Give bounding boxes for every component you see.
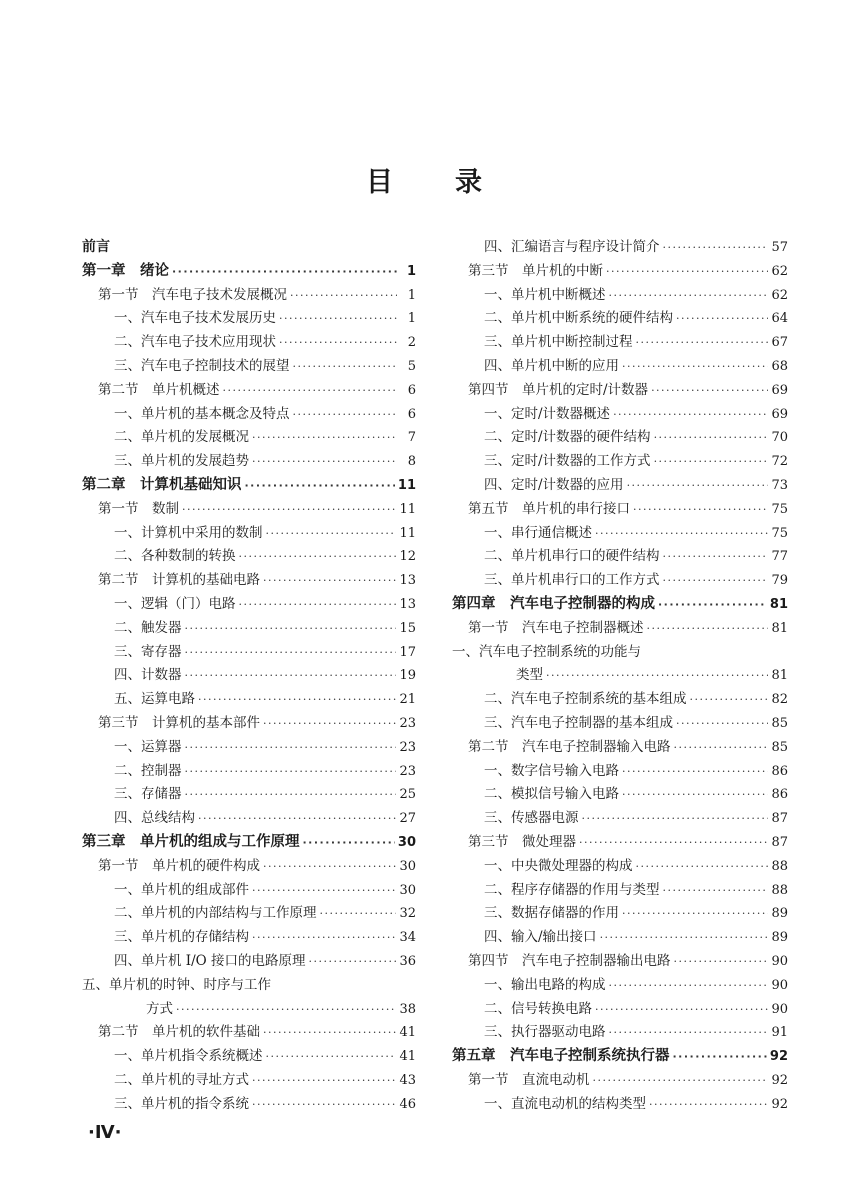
toc-leader-dots: [185, 760, 397, 784]
toc-entry-title: 三、汽车电子控制器的基本组成: [484, 714, 673, 731]
toc-entry-page: 23: [399, 715, 416, 731]
toc-entry-item[interactable]: [82, 950, 416, 974]
toc-leader-dots: [606, 260, 768, 284]
toc-entry-item[interactable]: [82, 926, 416, 950]
toc-entry-page: 30: [399, 858, 416, 874]
toc-entry-item[interactable]: [452, 926, 788, 950]
toc-entry-title: 第一节 汽车电子技术发展概况: [98, 286, 287, 303]
toc-entry-page: 6: [407, 382, 416, 398]
toc-entry-page: 34: [399, 930, 416, 946]
toc-leader-dots: [654, 450, 769, 474]
toc-leader-dots: [239, 593, 397, 617]
toc-entry-chapter[interactable]: [452, 593, 788, 617]
toc-entry-title: 类型: [516, 667, 543, 684]
toc-entry-item[interactable]: [452, 760, 788, 784]
toc-entry-title: 二、触发器: [114, 619, 182, 636]
toc-entry-title: 五、运算电路: [114, 691, 195, 708]
toc-entry-page: 86: [771, 787, 788, 803]
toc-entry-item[interactable]: [82, 641, 416, 665]
toc-leader-dots: [633, 498, 768, 522]
toc-leader-dots: [622, 902, 768, 926]
toc-leader-dots: [600, 926, 769, 950]
toc-leader-dots: [546, 664, 768, 688]
toc-leader-dots: [636, 331, 769, 355]
toc-entry-title: 第二节 计算机的基础电路: [98, 572, 260, 589]
toc-entry-title: 第一节 数制: [98, 500, 179, 517]
toc-entry-section[interactable]: [452, 950, 788, 974]
toc-entry-item[interactable]: [452, 712, 788, 736]
toc-entry-section[interactable]: [82, 498, 416, 522]
toc-entry-title: 三、传感器电源: [484, 810, 579, 827]
toc-entry-page: 92: [771, 1072, 788, 1088]
toc-entry-page: 21: [399, 692, 416, 708]
toc-entry-section[interactable]: [452, 617, 788, 641]
toc-entry-title: 第三节 微处理器: [468, 833, 576, 850]
toc-entry-page: 72: [771, 454, 788, 470]
toc-leader-dots: [263, 712, 396, 736]
toc-entry-page: 87: [771, 834, 788, 850]
toc-leader-dots: [658, 593, 767, 617]
toc-entry-item[interactable]: [452, 284, 788, 308]
toc-entry-page: 62: [771, 287, 788, 303]
toc-entry-page: 1: [406, 263, 416, 279]
toc-entry-item[interactable]: [452, 545, 788, 569]
toc-entry-cont[interactable]: [452, 664, 788, 688]
toc-entry-page: 46: [399, 1096, 416, 1112]
toc-entry-title: 第五节 单片机的串行接口: [468, 500, 630, 517]
toc-entry-title: 三、存储器: [114, 786, 182, 803]
toc-left-column: [82, 236, 416, 1116]
toc-entry-item[interactable]: [452, 1093, 788, 1117]
toc-entry-chapter[interactable]: [82, 474, 416, 498]
toc-entry-title: 第一章 绪论: [82, 262, 169, 279]
toc-leader-dots: [595, 998, 768, 1022]
toc-entry-page: 70: [771, 430, 788, 446]
toc-entry-page: 88: [771, 882, 788, 898]
toc-entry-page: 68: [771, 358, 788, 374]
toc-entry-item[interactable]: [82, 545, 416, 569]
toc-entry-item[interactable]: [82, 807, 416, 831]
toc-entry-section[interactable]: [452, 498, 788, 522]
toc-entry-page: 81: [771, 668, 788, 684]
toc-entry-title: 四、计数器: [114, 667, 182, 684]
toc-entry-title: 四、总线结构: [114, 810, 195, 827]
toc-entry-item[interactable]: [82, 760, 416, 784]
toc-entry-title: 前言: [82, 239, 110, 255]
toc-leader-dots: [627, 474, 769, 498]
toc-entry-title: 四、定时/计数器的应用: [484, 476, 624, 493]
toc-entry-page: 90: [771, 977, 788, 993]
toc-entry-page: 89: [771, 930, 788, 946]
toc-entry-chapter[interactable]: [452, 1045, 788, 1069]
toc-entry-page: 69: [771, 382, 788, 398]
toc-entry-page: 25: [399, 787, 416, 803]
toc-leader-dots: [185, 736, 397, 760]
toc-entry-section[interactable]: [452, 736, 788, 760]
toc-leader-dots: [293, 403, 398, 427]
toc-entry-page: 75: [771, 501, 788, 517]
toc-entry-page: 81: [771, 620, 788, 636]
toc-entry-page: 67: [771, 335, 788, 351]
toc-entry-item[interactable]: [82, 879, 416, 903]
toc-entry-title: 一、定时/计数器概述: [484, 405, 611, 422]
toc-entry-item[interactable]: [452, 783, 788, 807]
toc-leader-dots: [663, 569, 769, 593]
toc-leader-dots: [252, 926, 396, 950]
toc-entry-page: 7: [407, 430, 416, 446]
toc-leader-dots: [663, 236, 769, 260]
toc-entry-section[interactable]: [82, 379, 416, 403]
toc-entry-item[interactable]: [452, 474, 788, 498]
toc-entry-item[interactable]: [452, 331, 788, 355]
toc-entry-title: 第二节 单片机概述: [98, 381, 220, 398]
toc-entry-item[interactable]: [452, 522, 788, 546]
toc-leader-dots: [613, 403, 768, 427]
toc-entry-page: 30: [397, 834, 416, 850]
toc-entry-page: 11: [399, 501, 416, 517]
toc-entry-title: 第三章 单片机的组成与工作原理: [82, 833, 300, 850]
toc-leader-dots: [185, 664, 397, 688]
toc-entry-title: 第四节 汽车电子控制器输出电路: [468, 952, 671, 969]
toc-entry-title: 第四节 单片机的定时/计数器: [468, 381, 649, 398]
toc-entry-page: 90: [771, 1001, 788, 1017]
toc-leader-dots: [609, 284, 769, 308]
toc-entry-page: 17: [399, 644, 416, 660]
toc-leader-dots: [663, 545, 769, 569]
toc-entry-title: 二、控制器: [114, 762, 182, 779]
toc-leader-dots: [622, 355, 768, 379]
toc-entry-page: 77: [771, 549, 788, 565]
toc-leader-dots: [172, 260, 397, 284]
toc-entry-section[interactable]: [452, 831, 788, 855]
toc-entry-item[interactable]: [452, 998, 788, 1022]
toc-entry-page: 11: [397, 477, 416, 493]
toc-entry-section[interactable]: [82, 569, 416, 593]
toc-leader-dots: [252, 879, 396, 903]
toc-entry-page: 6: [407, 406, 416, 422]
toc-leader-dots: [245, 474, 395, 498]
toc-right-column: [452, 236, 788, 1116]
toc-entry-page: 2: [407, 335, 416, 351]
toc-entry-item[interactable]: [452, 569, 788, 593]
toc-leader-dots: [674, 950, 769, 974]
toc-leader-dots: [676, 712, 768, 736]
toc-entry-title: 二、各种数制的转换: [114, 548, 236, 565]
toc-entry-page: 11: [399, 525, 416, 541]
toc-leader-dots: [622, 760, 768, 784]
toc-entry-page: 81: [769, 596, 788, 612]
toc-leader-dots: [198, 807, 396, 831]
toc-leader-dots: [290, 284, 397, 308]
toc-leader-dots: [252, 426, 397, 450]
toc-entry-item[interactable]: [452, 974, 788, 998]
toc-leader-dots: [239, 545, 397, 569]
toc-entry-page: 13: [399, 596, 416, 612]
toc-entry-page: 86: [771, 763, 788, 779]
toc-entry-chapter[interactable]: [82, 260, 416, 284]
toc-entry-page: 23: [399, 739, 416, 755]
toc-leader-dots: [636, 855, 769, 879]
toc-entry-title: 五、单片机的时钟、时序与工作: [82, 976, 271, 993]
toc-entry-page: 36: [399, 953, 416, 969]
toc-entry-item[interactable]: [82, 902, 416, 926]
toc-entry-title: 一、中央微处理器的构成: [484, 857, 633, 874]
toc-leader-dots: [266, 1045, 397, 1069]
toc-leader-dots: [595, 522, 768, 546]
toc-leader-dots: [252, 450, 397, 474]
toc-entry-title: 一、汽车电子技术发展历史: [114, 310, 276, 327]
toc-entry-page: 1: [407, 311, 416, 327]
toc-entry-title: 二、信号转换电路: [484, 1000, 592, 1017]
toc-entry-page: 62: [771, 263, 788, 279]
toc-entry-item[interactable]: [82, 617, 416, 641]
toc-entry-page: 87: [771, 811, 788, 827]
toc-entry-item[interactable]: [82, 1069, 416, 1093]
toc-entry-page: 89: [771, 906, 788, 922]
toc-entry-title: 四、输入/输出接口: [484, 929, 597, 946]
toc-entry-page: 13: [399, 573, 416, 589]
toc-leader-dots: [279, 307, 397, 331]
toc-entry-title: 第二章 计算机基础知识: [82, 476, 242, 493]
toc-entry-page: 43: [399, 1072, 416, 1088]
toc-entry-page: 90: [771, 953, 788, 969]
toc-entry-item[interactable]: [82, 307, 416, 331]
toc-entry-chapter[interactable]: [82, 831, 416, 855]
toc-entry-page: 41: [399, 1025, 416, 1041]
toc-entry-title: 三、定时/计数器的工作方式: [484, 453, 651, 470]
toc-entry-title: 第三节 计算机的基本部件: [98, 714, 260, 731]
toc-leader-dots: [622, 783, 768, 807]
toc-entry-page: 88: [771, 858, 788, 874]
toc-entry-title: 一、输出电路的构成: [484, 976, 606, 993]
toc-entry-title: 三、单片机的存储结构: [114, 929, 249, 946]
toc-leader-dots: [176, 998, 396, 1022]
toc-entry-title: 二、模拟信号输入电路: [484, 786, 619, 803]
toc-leader-dots: [198, 688, 396, 712]
toc-entry-item[interactable]: [82, 403, 416, 427]
toc-entry-item[interactable]: [452, 1021, 788, 1045]
toc-entry-page: 64: [771, 311, 788, 327]
toc-entry-item[interactable]: [452, 450, 788, 474]
toc-leader-dots: [674, 736, 769, 760]
toc-leader-dots: [263, 569, 396, 593]
toc-entry-page: 38: [399, 1001, 416, 1017]
toc-entry-title: 一、数字信号输入电路: [484, 762, 619, 779]
toc-entry-title: 一、计算机中采用的数制: [114, 524, 263, 541]
toc-leader-dots: [309, 950, 397, 974]
toc-leader-dots: [609, 1021, 769, 1045]
toc-entry-title: 第一节 直流电动机: [468, 1071, 590, 1088]
toc-entry-page: 41: [399, 1049, 416, 1065]
toc-leader-dots: [647, 617, 769, 641]
toc-entry-page: 85: [771, 739, 788, 755]
toc-leader-dots: [676, 307, 768, 331]
toc-entry-title: 方式: [146, 1000, 173, 1017]
toc-entry-page: 73: [771, 477, 788, 493]
toc-entry-title: 一、运算器: [114, 738, 182, 755]
toc-leader-dots: [303, 831, 395, 855]
toc-leader-dots: [252, 1093, 396, 1117]
toc-entry-title: 四、单片机 I/O 接口的电路原理: [114, 952, 306, 969]
toc-leader-dots: [279, 331, 397, 355]
toc-entry-section[interactable]: [82, 855, 416, 879]
toc-entry-item[interactable]: [82, 450, 416, 474]
toc-entry-item[interactable]: [82, 736, 416, 760]
toc-entry-title: 三、数据存储器的作用: [484, 905, 619, 922]
toc-entry-title: 二、程序存储器的作用与类型: [484, 881, 660, 898]
toc-entry-item[interactable]: [82, 522, 416, 546]
toc-entry-page: 75: [771, 525, 788, 541]
toc-entry-item[interactable]: [82, 593, 416, 617]
toc-entry-item[interactable]: [452, 807, 788, 831]
toc-entry-title: 二、单片机中断系统的硬件结构: [484, 310, 673, 327]
toc-entry-section[interactable]: [82, 1021, 416, 1045]
toc-entry-page: 69: [771, 406, 788, 422]
toc-entry-item-nopg[interactable]: [82, 974, 416, 998]
toc-entry-title: 第一节 单片机的硬件构成: [98, 857, 260, 874]
toc-leader-dots: [651, 379, 768, 403]
toc-entry-item[interactable]: [452, 902, 788, 926]
toc-leader-dots: [593, 1069, 769, 1093]
toc-entry-page: 32: [399, 906, 416, 922]
toc-entry-title: 二、汽车电子控制系统的基本组成: [484, 691, 687, 708]
toc-entry-title: 三、执行器驱动电路: [484, 1024, 606, 1041]
toc-entry-title: 一、串行通信概述: [484, 524, 592, 541]
toc-leader-dots: [293, 355, 398, 379]
toc-entry-title: 三、单片机的指令系统: [114, 1095, 249, 1112]
toc-leader-dots: [320, 902, 397, 926]
toc-leader-dots: [263, 855, 396, 879]
toc-entry-title: 三、单片机的发展趋势: [114, 453, 249, 470]
toc-entry-title: 第一节 汽车电子控制器概述: [468, 619, 644, 636]
toc-entry-page: 12: [399, 549, 416, 565]
toc-entry-title: 三、寄存器: [114, 643, 182, 660]
toc-entry-section[interactable]: [452, 260, 788, 284]
toc-entry-item[interactable]: [82, 331, 416, 355]
toc-leader-dots: [663, 879, 769, 903]
toc-leader-dots: [582, 807, 769, 831]
toc-entry-title: 三、单片机串行口的工作方式: [484, 572, 660, 589]
toc-entry-item[interactable]: [82, 688, 416, 712]
toc-entry-page: 30: [399, 882, 416, 898]
toc-entry-title: 一、直流电动机的结构类型: [484, 1095, 646, 1112]
toc-entry-page: 92: [769, 1049, 788, 1065]
toc-entry-title: 第二节 汽车电子控制器输入电路: [468, 738, 671, 755]
toc-entry-title: 一、逻辑（门）电路: [114, 595, 236, 612]
toc-leader-dots: [185, 641, 397, 665]
toc-entry-title: 二、单片机的寻址方式: [114, 1071, 249, 1088]
toc-leader-dots: [185, 783, 397, 807]
toc-leader-dots: [609, 974, 769, 998]
toc-entry-item[interactable]: [82, 1045, 416, 1069]
toc-leader-dots: [690, 688, 769, 712]
toc-leader-dots: [185, 617, 397, 641]
toc-entry-section[interactable]: [82, 712, 416, 736]
toc-entry-page: 92: [771, 1096, 788, 1112]
toc-leader-dots: [649, 1093, 768, 1117]
toc-entry-title: 二、单片机的内部结构与工作原理: [114, 905, 317, 922]
toc-entry-title: 二、汽车电子技术应用现状: [114, 334, 276, 351]
toc-entry-page: 85: [771, 715, 788, 731]
toc-entry-title: 二、定时/计数器的硬件结构: [484, 429, 651, 446]
toc-entry-title: 二、单片机的发展概况: [114, 429, 249, 446]
toc-entry-section[interactable]: [452, 1069, 788, 1093]
toc-entry-title: 三、汽车电子控制技术的展望: [114, 357, 290, 374]
toc-entry-title: 一、单片机中断概述: [484, 286, 606, 303]
toc-entry-item[interactable]: [452, 855, 788, 879]
toc-leader-dots: [673, 1045, 767, 1069]
toc-leader-dots: [223, 379, 398, 403]
toc-entry-item[interactable]: [452, 879, 788, 903]
toc-entry-item[interactable]: [82, 783, 416, 807]
toc-entry-title: 一、单片机的基本概念及特点: [114, 405, 290, 422]
toc-entry-item[interactable]: [82, 1093, 416, 1117]
toc-entry-title: 第五章 汽车电子控制系统执行器: [452, 1048, 670, 1065]
toc-entry-cont[interactable]: [82, 998, 416, 1022]
toc-entry-item[interactable]: [452, 236, 788, 260]
toc-entry-item[interactable]: [452, 426, 788, 450]
toc-entry-title: 第三节 单片机的中断: [468, 262, 603, 279]
toc-entry-section[interactable]: [82, 284, 416, 308]
toc-leader-dots: [579, 831, 768, 855]
toc-entry-title: 一、单片机指令系统概述: [114, 1048, 263, 1065]
toc-entry-page: 1: [407, 287, 416, 303]
toc-entry-page: 5: [407, 358, 416, 374]
toc-entry-title: 四、单片机中断的应用: [484, 357, 619, 374]
toc-entry-item[interactable]: [452, 403, 788, 427]
toc-entry-item[interactable]: [452, 307, 788, 331]
toc-entry-page: 15: [399, 620, 416, 636]
toc-leader-dots: [252, 1069, 396, 1093]
toc-entry-page: 91: [771, 1025, 788, 1041]
toc-entry-page: 79: [771, 573, 788, 589]
toc-entry-item-nopg[interactable]: [452, 641, 788, 665]
toc-entry-title: 第二节 单片机的软件基础: [98, 1024, 260, 1041]
toc-entry-front[interactable]: [82, 236, 416, 260]
toc-entry-page: 8: [407, 454, 416, 470]
toc-entry-page: 57: [771, 240, 788, 255]
page-number: ·Ⅳ·: [88, 1122, 122, 1143]
toc-leader-dots: [654, 426, 769, 450]
toc-entry-item[interactable]: [82, 664, 416, 688]
toc-leader-dots: [182, 498, 396, 522]
toc-entry-item[interactable]: [452, 688, 788, 712]
toc-entry-item[interactable]: [452, 355, 788, 379]
toc-entry-page: 23: [399, 763, 416, 779]
toc-leader-dots: [263, 1021, 396, 1045]
toc-entry-title: 二、单片机串行口的硬件结构: [484, 548, 660, 565]
toc-entry-page: 82: [771, 692, 788, 708]
toc-entry-page: 27: [399, 811, 416, 827]
toc-entry-item[interactable]: [82, 426, 416, 450]
toc-entry-title: 一、汽车电子控制系统的功能与: [452, 643, 641, 660]
toc-leader-dots: [266, 522, 397, 546]
toc-entry-page: 19: [399, 668, 416, 684]
toc-entry-section[interactable]: [452, 379, 788, 403]
toc-entry-item[interactable]: [82, 355, 416, 379]
page-title: 目录: [366, 167, 544, 198]
toc-entry-title: 第四章 汽车电子控制器的构成: [452, 595, 655, 612]
toc-entry-title: 一、单片机的组成部件: [114, 881, 249, 898]
toc-entry-title: 四、汇编语言与程序设计简介: [484, 239, 660, 255]
toc-entry-title: 三、单片机中断控制过程: [484, 334, 633, 351]
